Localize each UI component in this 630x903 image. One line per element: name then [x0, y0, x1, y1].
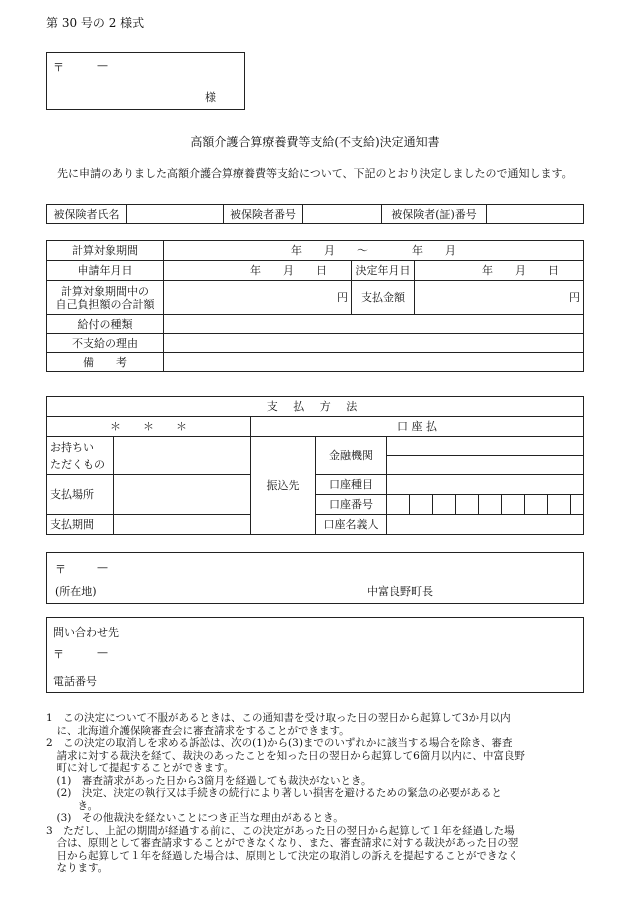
insured-table [46, 204, 584, 224]
non-pay-reason-cell [164, 334, 584, 353]
account-digit-rest [571, 495, 584, 515]
payment-amount-label: 支払金額 [352, 281, 415, 315]
postal-dash: — [97, 59, 108, 72]
issuer-postal-mark: 〒 [55, 563, 66, 576]
note-line: 3 ただし、上記の期間が経過する前に、この決定があった日の翌日から起算して１年を経過した場 [46, 824, 515, 837]
postal-mark: 〒 [53, 61, 64, 74]
account-digit-5 [479, 495, 502, 515]
note-line: に、北海道介護保険審査会に審査請求をすることができます。 [46, 724, 350, 737]
self-burden-yen: 円 [164, 281, 352, 315]
bring-items-line1: お持ちい [50, 440, 94, 454]
note-line: 2 この決定の取消しを求める訴訟は、次の(1)から(3)までのいずれかに該当する場合を除き、審査 [46, 737, 513, 749]
account-digit-8 [548, 495, 571, 515]
note-line: (2) 決定、決定の執行又は手続きの続行により著しい損害を避けるための緊急の必要があると [46, 787, 502, 799]
benefit-type-cell [164, 315, 584, 334]
account-digit-1 [387, 495, 410, 515]
payment-left-header: ＊ ＊ ＊ [47, 417, 251, 437]
period-label: 計算対象期間 [47, 241, 164, 261]
bring-items-cell [114, 437, 251, 475]
issuer-box [46, 552, 584, 604]
bring-items-label [47, 437, 114, 475]
bank-cell-2 [387, 456, 584, 475]
account-type-cell [387, 475, 584, 495]
note-line: 請求に対する裁決を経て、裁決のあったことを知った日の翌日から起算して6箇月以内に、中富良野 [46, 749, 525, 762]
contact-postal-mark: 〒 [53, 648, 64, 661]
self-burden-label-line1: 計算対象期間中の [61, 284, 149, 298]
insured-number-label: 被保険者番号 [224, 205, 303, 224]
account-holder-cell [387, 515, 584, 535]
page-title: 高額介護合算療養費等支給(不支給)決定通知書 [190, 135, 440, 149]
account-holder-label: 口座名義人 [316, 515, 387, 535]
payment-amount-yen: 円 [415, 281, 584, 315]
remarks-label: 備 考 [47, 353, 164, 372]
apply-date-value: 年 月 日 [164, 261, 352, 281]
payment-period-label: 支払期間 [47, 515, 114, 535]
payment-place-label: 支払場所 [47, 475, 114, 515]
account-digit-4 [456, 495, 479, 515]
payment-table [46, 396, 584, 535]
note-line: 町に対して提起することができます。 [46, 762, 235, 774]
phone-label: 電話番号 [53, 675, 97, 688]
account-digit-7 [525, 495, 548, 515]
insured-name-cell [127, 205, 224, 224]
note-line: (1) 審査請求があった日から3箇月を経過しても裁決がないとき。 [46, 774, 372, 787]
account-number-label: 口座番号 [316, 495, 387, 515]
account-digit-6 [502, 495, 525, 515]
note-line: 1 この決定について不服があるときは、この通知書を受け取った日の翌日から起算して3か月以内 [46, 712, 511, 724]
payment-title: 支 払 方 法 [47, 397, 584, 417]
benefit-type-label: 給付の種類 [47, 315, 164, 334]
intro-text: 先に申請のありました高額介護合算療養費等支給について、下記のとおり決定しましたので通知します。 [57, 167, 573, 180]
details-table [46, 240, 584, 372]
remarks-cell [164, 353, 584, 372]
insured-cert-cell [487, 205, 584, 224]
issuer-postal-dash: — [97, 561, 108, 574]
note-line: き。 [46, 799, 99, 812]
payment-right-header: 口 座 払 [251, 417, 584, 437]
self-burden-label-line2: 自己負担額の合計額 [55, 297, 155, 311]
apply-date-label: 申請年月日 [47, 261, 164, 281]
bring-items-line2: ただくもの [50, 457, 105, 471]
note-line: なります。 [46, 862, 109, 874]
decision-date-value: 年 月 日 [415, 261, 584, 281]
contact-label: 問い合わせ先 [53, 626, 119, 639]
transfer-label: 振込先 [251, 437, 316, 535]
note-line: 日から起算して１年を経過した場合は、原則として決定の取消しの訴えを提起することができなく [46, 849, 519, 862]
issuer-location-label: (所在地) [55, 585, 97, 598]
payment-period-cell [114, 515, 251, 535]
non-pay-reason-label: 不支給の理由 [47, 334, 164, 353]
insured-number-cell [303, 205, 382, 224]
payment-place-cell [114, 475, 251, 515]
issuer-name: 中富良野町長 [367, 585, 433, 598]
bank-cell-1 [387, 437, 584, 456]
insured-name-label: 被保険者氏名 [47, 205, 127, 224]
period-value: 年 月 ～ 年 月 [164, 241, 584, 261]
bank-label: 金融機関 [316, 437, 387, 475]
contact-postal-dash: — [97, 646, 108, 659]
notes [46, 712, 591, 875]
form-number: 第 30 号の 2 様式 [46, 16, 145, 30]
sama-label: 様 [205, 91, 216, 104]
note-line: 合は、原則として審査請求することができなくなり、また、審査請求に対する裁決があった日の翌 [46, 837, 519, 849]
contact-box [46, 617, 584, 693]
account-digit-2 [410, 495, 433, 515]
account-type-label: 口座種目 [316, 475, 387, 495]
address-box [46, 52, 245, 110]
account-digit-3 [433, 495, 456, 515]
note-line: (3) その他裁決を経ないことにつき正当な理由があるとき。 [46, 812, 344, 824]
insured-cert-label: 被保険者(証)番号 [382, 205, 487, 224]
self-burden-label [47, 281, 164, 315]
decision-date-label: 決定年月日 [352, 261, 415, 281]
